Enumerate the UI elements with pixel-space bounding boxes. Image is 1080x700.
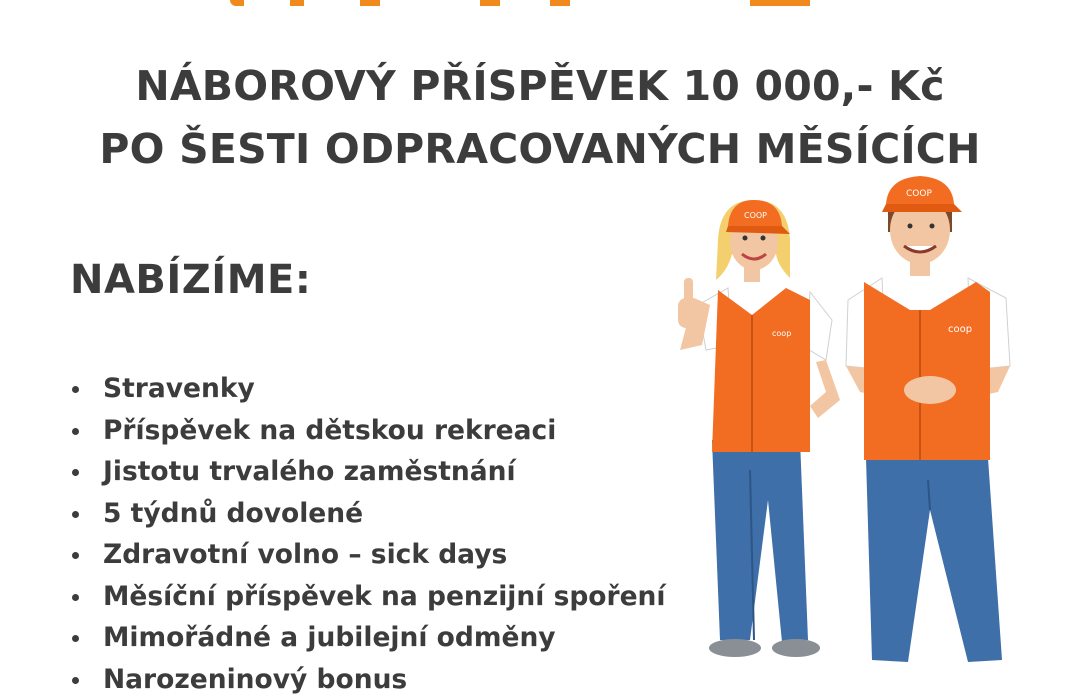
man-figure [846, 176, 1010, 662]
benefit-item [70, 659, 666, 700]
woman-figure [678, 200, 840, 657]
vest-logo-man: coop [948, 324, 972, 335]
benefit-text: Jistotu trvalého zaměstnání [103, 456, 516, 487]
headline-bonus: NÁBOROVÝ PŘÍSPĚVEK 10 000,- Kč [0, 57, 1080, 115]
benefit-text: Stravenky [103, 373, 255, 404]
benefit-text: Mimořádné a jubilejní odměny [103, 622, 556, 653]
cropped-title-fragment [230, 0, 820, 6]
benefit-text: 5 týdnů dovolené [103, 498, 363, 529]
benefit-item [70, 410, 666, 452]
benefit-item [70, 534, 666, 576]
bullet-icon [72, 552, 79, 559]
bullet-icon [72, 594, 79, 601]
offer-heading: NABÍZÍME: [70, 257, 311, 303]
benefit-item [70, 493, 666, 535]
benefit-text: Narozeninový bonus [103, 664, 407, 695]
benefit-text: Zdravotní volno – sick days [103, 539, 507, 570]
cap-logo-woman: COOP [744, 211, 767, 220]
bullet-icon [72, 428, 79, 435]
benefits-list [70, 368, 666, 700]
benefit-item [70, 451, 666, 493]
headline-condition: PO ŠESTI ODPRACOVANÝCH MĚSÍCÍCH [0, 120, 1080, 178]
benefit-text: Příspěvek na dětskou rekreaci [103, 415, 556, 446]
bullet-icon [72, 677, 79, 684]
bullet-icon [72, 469, 79, 476]
cropped-orange-title [230, 0, 830, 8]
bullet-icon [72, 635, 79, 642]
benefit-item [70, 617, 666, 659]
staff-illustration [650, 170, 1050, 675]
cap-logo-man: COOP [906, 189, 932, 199]
benefit-text: Měsíční příspěvek na penzijní spoření [103, 581, 666, 612]
vest-logo-woman: coop [772, 329, 791, 338]
bullet-icon [72, 386, 79, 393]
benefit-item [70, 368, 666, 410]
bullet-icon [72, 511, 79, 518]
benefit-item [70, 576, 666, 618]
